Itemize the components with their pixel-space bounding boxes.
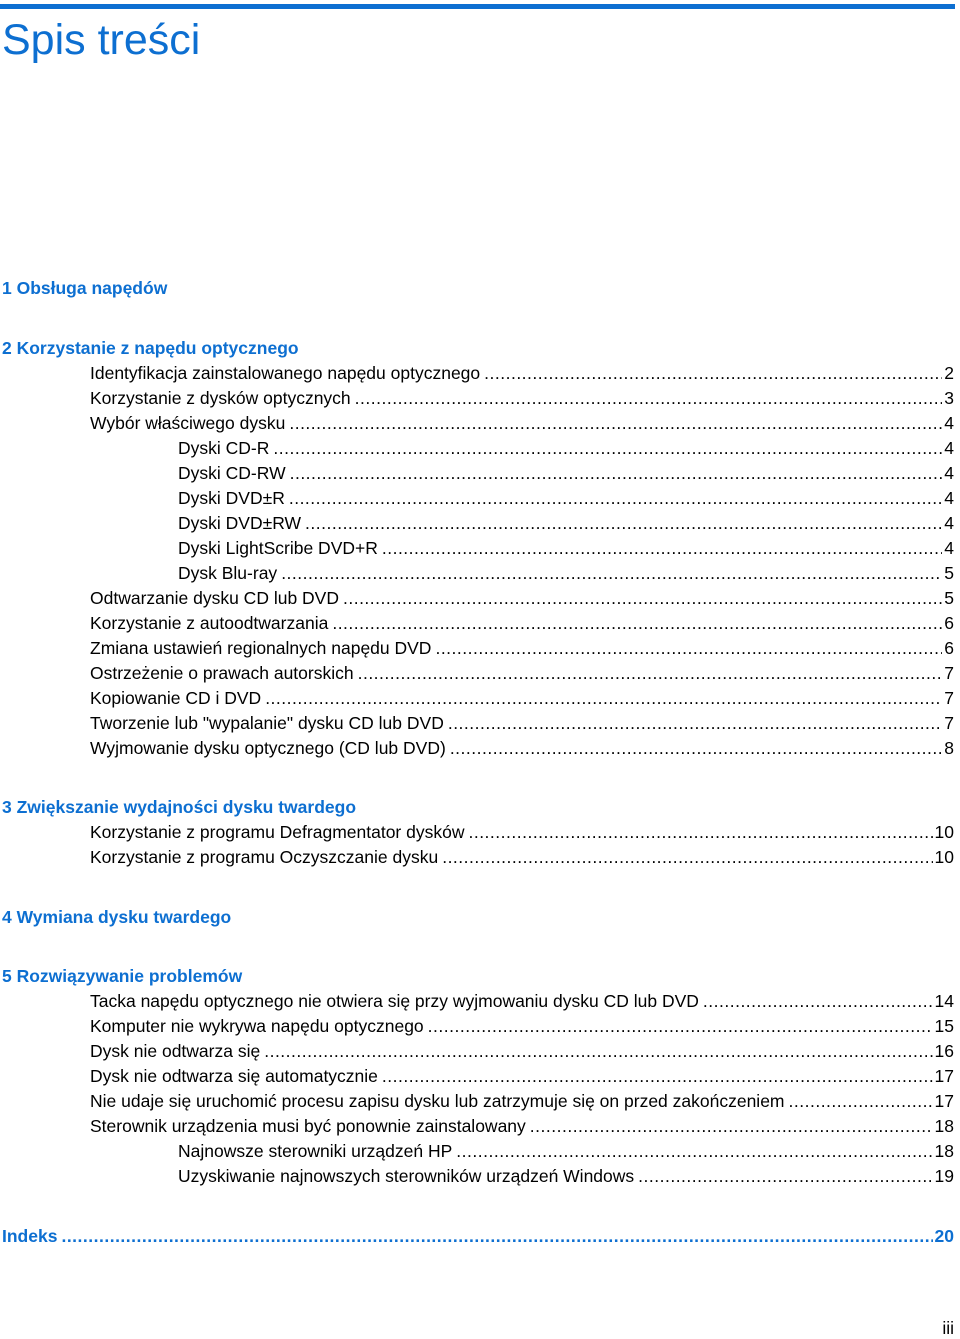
dot-leader [428,1014,933,1038]
toc-page-number: 18 [934,1141,954,1161]
dot-leader [442,845,932,869]
toc-chapter-heading[interactable] [2,795,356,819]
dot-leader [530,1114,933,1138]
toc-page-number: 4 [944,413,954,433]
dot-leader [290,461,943,485]
toc-entry[interactable] [90,1089,954,1113]
toc-page-number: 4 [944,538,954,558]
dot-leader [273,436,942,460]
dot-leader [435,636,942,660]
toc-page-number: 7 [944,688,954,708]
toc-page-number: 17 [934,1091,954,1111]
toc-title: Wyjmowanie dysku optycznego (CD lub DVD) [90,738,446,758]
toc-page-number: 4 [944,438,954,458]
toc-title: Sterownik urządzenia musi być ponownie zainstalowany [90,1116,526,1136]
toc-page-number: 5 [944,563,954,583]
toc-title: Dyski CD-R [178,438,270,458]
toc-title: Korzystanie z dysków optycznych [90,388,351,408]
toc-page-number: 19 [934,1166,954,1186]
toc-title: Korzystanie z autoodtwarzania [90,613,329,633]
toc-page-number: 6 [944,613,954,633]
dot-leader [264,1039,932,1063]
toc-page-number: 20 [934,1226,954,1246]
toc-page-number: 6 [944,638,954,658]
toc-page-number: 8 [944,738,954,758]
toc-entry[interactable] [90,411,954,435]
toc-chapter-heading[interactable] [2,276,167,300]
dot-leader [61,1224,932,1248]
dot-leader [789,1089,933,1113]
toc-page-number: 4 [944,463,954,483]
toc-title: Dysk Blu-ray [178,563,278,583]
dot-leader [289,486,942,510]
dot-leader [456,1139,932,1163]
dot-leader [382,536,942,560]
toc-page-number: 10 [934,822,954,842]
toc-entry[interactable] [90,586,954,610]
toc-title: Dysk nie odtwarza się [90,1041,261,1061]
toc-title: Dyski DVD±R [178,488,285,508]
toc-entry[interactable] [178,461,954,485]
dot-leader [343,586,942,610]
dot-leader [358,661,943,685]
toc-page-number: 4 [944,513,954,533]
toc-entry[interactable] [90,386,954,410]
toc-title: Tworzenie lub "wypalanie" dysku CD lub DVD [90,713,444,733]
toc-title: Indeks [2,1226,58,1246]
dot-leader [305,511,942,535]
dot-leader [448,711,942,735]
toc-entry[interactable] [178,511,954,535]
toc-title: Najnowsze sterowniki urządzeń HP [178,1141,453,1161]
toc-title: Ostrzeżenie o prawach autorskich [90,663,354,683]
toc-entry[interactable] [178,536,954,560]
toc-page-number: 7 [944,663,954,683]
toc-title: Korzystanie z programu Oczyszczanie dysku [90,847,439,867]
toc-entry[interactable] [90,636,954,660]
toc-entry[interactable] [178,1164,954,1188]
dot-leader [281,561,942,585]
toc-page-number: 2 [944,363,954,383]
toc-title: Dyski LightScribe DVD+R [178,538,378,558]
toc-title: Korzystanie z programu Defragmentator dysków [90,822,465,842]
toc-entry[interactable] [178,436,954,460]
toc-title: Wybór właściwego dysku [90,413,286,433]
toc-entry[interactable] [90,845,954,869]
toc-page-number: 4 [944,488,954,508]
toc-entry[interactable] [90,1039,954,1063]
toc-title: Tacka napędu optycznego nie otwiera się przy wyjmowaniu dysku CD lub DVD [90,991,699,1011]
dot-leader [332,611,942,635]
toc-chapter-heading[interactable] [2,905,231,929]
toc-chapter-heading[interactable] [2,336,299,360]
toc-title: Dyski CD-RW [178,463,286,483]
toc-entry[interactable] [90,736,954,760]
toc-entry[interactable] [90,686,954,710]
toc-entry[interactable] [178,1139,954,1163]
toc-entry[interactable] [178,486,954,510]
toc-page-number: 10 [934,847,954,867]
toc-title: Identyfikacja zainstalowanego napędu optycznego [90,363,481,383]
toc-title: Kopiowanie CD i DVD [90,688,262,708]
toc-page-number: 15 [934,1016,954,1036]
toc-page-number: 17 [934,1066,954,1086]
dot-leader [703,989,933,1013]
toc-page-number: 5 [944,588,954,608]
toc-title: 3 Zwiększanie wydajności dysku twardego [2,797,357,817]
toc-title: 5 Rozwiązywanie problemów [2,966,243,986]
toc-page-number: 14 [934,991,954,1011]
toc-entry[interactable] [90,1114,954,1138]
toc-entry[interactable] [178,561,954,585]
toc-entry[interactable] [90,361,954,385]
dot-leader [265,686,942,710]
page-title: Spis treści [2,16,201,64]
toc-entry[interactable] [90,820,954,844]
toc-title: 1 Obsługa napędów [2,278,168,298]
dot-leader [468,820,932,844]
toc-entry[interactable] [90,711,954,735]
toc-title: Dysk nie odtwarza się automatycznie [90,1066,378,1086]
toc-title: Odtwarzanie dysku CD lub DVD [90,588,339,608]
toc-title: Uzyskiwanie najnowszych sterowników urządzeń Windows [178,1166,635,1186]
toc-page-number: 16 [934,1041,954,1061]
toc-page-number: 7 [944,713,954,733]
toc-chapter-heading[interactable] [2,964,242,988]
dot-leader [355,386,943,410]
toc-entry[interactable] [90,1064,954,1088]
page-number: iii [942,1318,954,1338]
dot-leader [382,1064,933,1088]
toc-title: Zmiana ustawień regionalnych napędu DVD [90,638,432,658]
dot-leader [638,1164,932,1188]
toc-chapter-heading[interactable] [2,1224,954,1248]
toc-entry[interactable] [90,1014,954,1038]
toc-page-number: 3 [944,388,954,408]
toc-entry[interactable] [90,661,954,685]
dot-leader [450,736,942,760]
toc-page-number: 18 [934,1116,954,1136]
toc-title: Nie udaje się uruchomić procesu zapisu dysku lub zatrzymuje się on przed zakończeniem [90,1091,785,1111]
dot-leader [289,411,942,435]
dot-leader [484,361,942,385]
toc-entry[interactable] [90,989,954,1013]
toc-title: Dyski DVD±RW [178,513,302,533]
toc-title: 2 Korzystanie z napędu optycznego [2,338,299,358]
toc-entry[interactable] [90,611,954,635]
toc-title: Komputer nie wykrywa napędu optycznego [90,1016,424,1036]
toc-title: 4 Wymiana dysku twardego [2,907,232,927]
